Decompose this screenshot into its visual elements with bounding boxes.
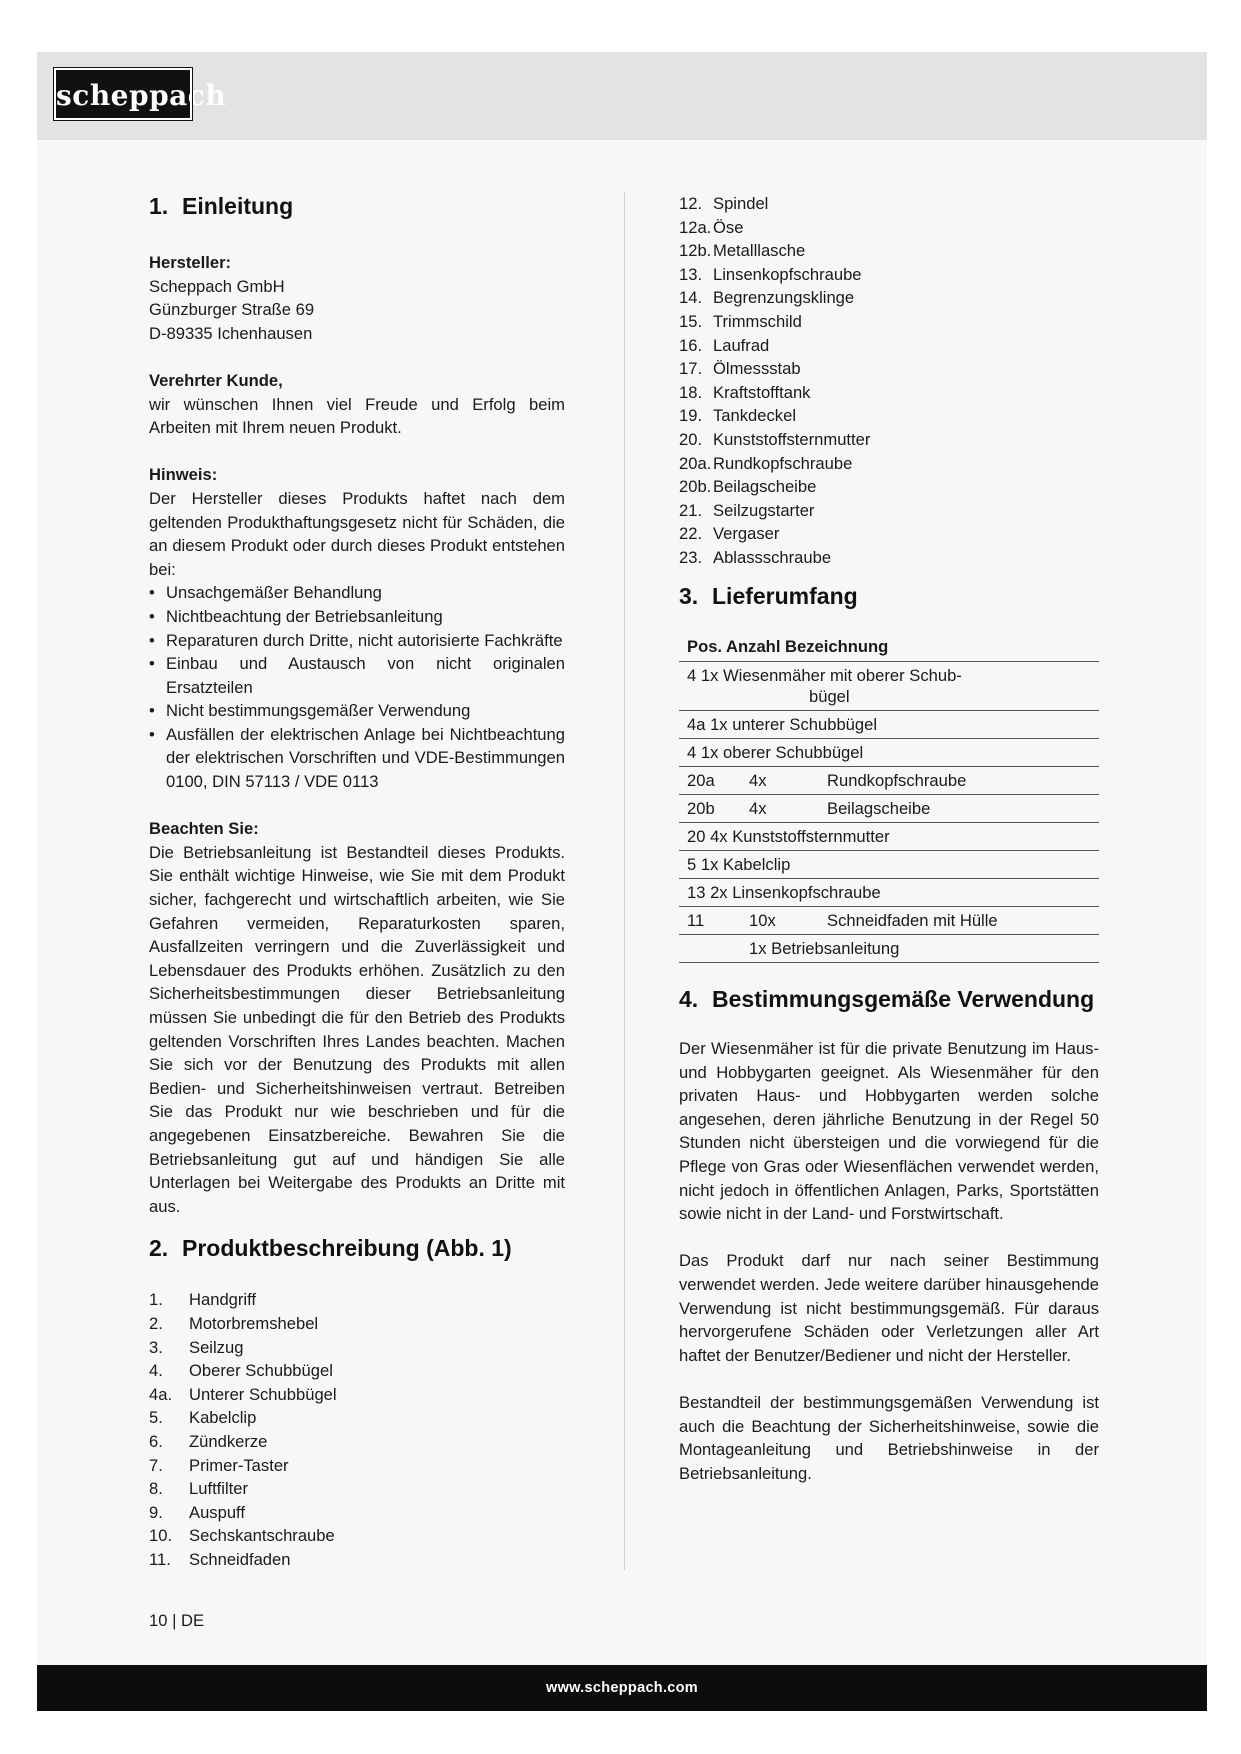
part-item [149, 1524, 565, 1548]
part-item [679, 522, 1099, 546]
table-cell-text: 5 1x Kabelclip [687, 855, 791, 875]
part-number: 1. [149, 1290, 163, 1310]
table-cell-text: 4 1x Wiesenmäher mit oberer Schub- [687, 666, 962, 686]
table-cell-text: 4 1x oberer Schubbügel [687, 743, 864, 763]
part-item [679, 404, 1099, 428]
part-label: Kabelclip [189, 1408, 257, 1428]
table-cell-pos: 20b [687, 799, 715, 819]
part-label: Luftfilter [189, 1479, 249, 1499]
part-label: Ablassschraube [713, 547, 832, 567]
part-item [679, 334, 1099, 358]
part-item [149, 1406, 565, 1430]
table-row [679, 767, 1099, 795]
part-label: Trimmschild [713, 311, 802, 331]
part-label: Metalllasche [713, 241, 806, 261]
usage-paragraph-1: Der Wiesenmäher ist für die private Benutzung im Haus- und Hobbygarten geeignet. Als Wiesenmäher für den privaten Haus- und Hobbygarten werden solche angesehen, deren jährliche Benutzung in der Regel 50 Stunden nicht übersteigen und die vorwiegend für die Pflege von Gras oder Wiesenflächen verwendet werden, nicht jedoch in öffentlichen Anlagen, Parks, Sportstätten sowie nicht in der Land- und Forstwirtschaft. [679, 1039, 1099, 1224]
part-label: Oberer Schubbügel [189, 1361, 333, 1381]
page-number: 10 | DE [149, 1611, 205, 1630]
left-column [149, 192, 565, 1571]
customer-text: wir wünschen Ihnen viel Freude und Erfolg beim Arbeiten mit Ihrem neuen Produkt. [149, 394, 565, 438]
part-number: 12a. [679, 217, 712, 237]
part-number: 15. [679, 311, 703, 331]
column-divider [624, 192, 625, 1570]
note-bullet-list [149, 581, 565, 793]
part-number: 20. [679, 429, 703, 449]
manufacturer-address [149, 275, 565, 346]
part-number: 10. [149, 1526, 173, 1546]
part-item [149, 1359, 565, 1383]
part-item [679, 428, 1099, 452]
part-number: 2. [149, 1313, 163, 1333]
part-item [679, 499, 1099, 523]
part-item [149, 1288, 565, 1312]
table-cell-pos: 20a [687, 771, 715, 791]
note-text: Der Hersteller dieses Produkts haftet nach dem geltenden Produkthaftungsgesetz nicht für Schäden, die an diesem Produkt oder durch dieses Produkt entstehen bei: [149, 488, 565, 579]
part-label: Spindel [713, 194, 769, 213]
part-label: Linsenkopfschraube [713, 264, 862, 284]
part-number: 20a. [679, 453, 712, 473]
list-item: • Nicht bestimmungsgemäßer Verwendung [149, 699, 565, 723]
manufacturer-label: Hersteller: [149, 253, 232, 272]
part-item [149, 1477, 565, 1501]
footer-url[interactable]: www.scheppach.com [37, 1665, 1207, 1711]
part-item [149, 1501, 565, 1525]
part-label: Kunststoffsternmutter [713, 429, 871, 449]
part-label: Laufrad [713, 335, 770, 355]
part-number: 4. [149, 1361, 163, 1381]
part-item [679, 310, 1099, 334]
part-item [149, 1336, 565, 1360]
table-row [679, 823, 1099, 851]
scope-of-delivery-table [679, 632, 1099, 964]
table-cell-text: 20 4x Kunststoffsternmutter [687, 827, 890, 847]
table-cell-qty: 4x [749, 799, 767, 819]
table-cell-text: 4a 1x unterer Schubbügel [687, 715, 878, 735]
part-item [679, 239, 1099, 263]
part-number: 8. [149, 1479, 163, 1499]
table-cell-name: Rundkopfschraube [827, 771, 967, 791]
part-item [679, 475, 1099, 499]
part-item [679, 452, 1099, 476]
part-label: Vergaser [713, 524, 780, 544]
part-number: 11. [149, 1549, 171, 1569]
part-item [679, 216, 1099, 240]
part-label: Kraftstofftank [713, 382, 811, 402]
part-number: 20b. [679, 477, 712, 497]
part-number: 17. [679, 359, 703, 379]
section-4-title: 4. Bestimmungsgemäße Verwendung [679, 986, 1095, 1013]
section-1-title: 1. Einleitung [149, 193, 294, 219]
table-row [679, 879, 1099, 907]
table-cell-name: Beilagscheibe [827, 799, 931, 819]
table-cell-text-cont: bügel [809, 687, 850, 707]
note-label: Hinweis: [149, 465, 218, 485]
part-number: 21. [679, 500, 703, 520]
parts-list-left [149, 1288, 565, 1571]
table-cell-qty: 1x Betriebsanleitung [749, 939, 900, 959]
table-cell-text: 13 2x Linsenkopfschraube [687, 883, 881, 903]
table-row [679, 739, 1099, 767]
part-label: Tankdeckel [713, 406, 797, 426]
part-number: 12b. [679, 241, 712, 261]
part-item [149, 1430, 565, 1454]
part-item [149, 1312, 565, 1336]
part-label: Sechskantschraube [189, 1526, 335, 1546]
list-item: • Ausfällen der elektrischen Anlage bei Nichtbeachtung der elektrischen Vorschriften und VDE-Bestimmungen 0100, DIN 57113 / VDE 0113 [149, 723, 565, 794]
part-label: Seilzug [189, 1337, 244, 1357]
part-label: Beilagscheibe [713, 477, 817, 497]
table-cell-pos: 11 [687, 911, 705, 931]
attention-text: Die Betriebsanleitung ist Bestandteil dieses Produkts. Sie enthält wichtige Hinweise, wie Sie mit dem Produkt sicher, fachgerecht und wirtschaftlich arbeiten, wie Sie Gefahren vermeiden, Reparaturkosten sparen, Ausfallzeiten verringern und die Zuverlässigkeit und Lebensdauer des Produkts erhöhen. Zusätzlich zu den Sicherheitsbestimmungen dieser Betriebsanleitung müssen Sie unbedingt die für den Betrieb des Produkts geltenden Vorschriften Ihres Landes beachten. Machen Sie sich vor der Benutzung des Produkts mit allen Bedien- und Sicherheitshinweisen vertraut. Betreiben Sie das Produkt nur wie beschrieben und für die angegebenen Einsatzbereiche. Bewahren Sie die Betriebsanleitung gut auf und händigen Sie alle Unterlagen bei Weitergabe des Produkts an Dritte mit aus. [149, 842, 565, 1216]
part-label: Unterer Schubbügel [189, 1384, 337, 1404]
table-cell-name: Schneidfaden mit Hülle [827, 911, 998, 931]
part-item [679, 381, 1099, 405]
part-number: 14. [679, 288, 703, 308]
scheppach-logo: scheppach [54, 68, 192, 120]
part-number: 16. [679, 335, 703, 355]
parts-list-right [679, 192, 1099, 570]
list-item: • Reparaturen durch Dritte, nicht autorisierte Fachkräfte [149, 629, 565, 653]
table-cell-pos [687, 938, 749, 959]
table-row [679, 662, 1099, 711]
part-item [149, 1383, 565, 1407]
part-label: Primer-Taster [189, 1455, 289, 1475]
usage-paragraph-2: Das Produkt darf nur nach seiner Bestimmung verwendet werden. Jede weitere darüber hinausgehende Verwendung ist nicht bestimmungsgemäß. Für daraus hervorgerufene Schäden oder Verletzungen aller Art haftet der Benutzer/Bediener und nicht der Hersteller. [679, 1251, 1099, 1365]
attention-label: Beachten Sie: [149, 819, 259, 839]
list-item: • Einbau und Austausch von nicht originalen Ersatzteilen [149, 652, 565, 699]
part-number: 13. [679, 264, 703, 284]
manufacturer-line: Scheppach GmbH [149, 276, 285, 296]
part-number: 9. [149, 1502, 163, 1522]
section-3-title: 3. Lieferumfang [679, 582, 858, 609]
part-label: Motorbremshebel [189, 1313, 319, 1333]
manufacturer-line: Günzburger Straße 69 [149, 300, 315, 320]
part-label: Handgriff [189, 1290, 257, 1310]
part-number: 12. [679, 194, 703, 213]
part-label: Schneidfaden [189, 1549, 291, 1569]
part-label: Zündkerze [189, 1431, 268, 1451]
part-item [679, 286, 1099, 310]
part-label: Ölmessstab [713, 359, 801, 379]
section-2-title: 2. Produktbeschreibung (Abb. 1) [149, 1235, 512, 1262]
part-number: 5. [149, 1408, 163, 1428]
part-number: 19. [679, 406, 703, 426]
part-item [679, 546, 1099, 570]
part-label: Begrenzungsklinge [713, 288, 855, 308]
part-item [149, 1548, 565, 1572]
table-row [679, 851, 1099, 879]
part-item [679, 192, 1099, 216]
part-item [149, 1454, 565, 1478]
part-number: 23. [679, 547, 703, 567]
part-number: 3. [149, 1337, 163, 1357]
table-row [679, 795, 1099, 823]
table-header: Pos. Anzahl Bezeichnung [679, 632, 1099, 662]
usage-paragraph-3: Bestandteil der bestimmungsgemäßen Verwendung ist auch die Beachtung der Sicherheitshinweise, sowie die Montageanleitung und Betriebshinweise in der Betriebsanleitung. [679, 1393, 1099, 1483]
table-cell-qty: 10x [749, 911, 776, 931]
right-column [679, 192, 1099, 1485]
customer-label: Verehrter Kunde, [149, 370, 283, 390]
table-cell-qty: 4x [749, 771, 767, 791]
part-label: Rundkopfschraube [713, 453, 853, 473]
part-item [679, 357, 1099, 381]
part-label: Öse [713, 217, 744, 237]
part-number: 4a. [149, 1384, 173, 1404]
list-item: • Unsachgemäßer Behandlung [149, 581, 565, 605]
part-number: 18. [679, 382, 703, 402]
table-row [679, 935, 1099, 963]
part-item [679, 263, 1099, 287]
list-item: • Nichtbeachtung der Betriebsanleitung [149, 605, 565, 629]
part-number: 7. [149, 1455, 163, 1475]
part-label: Auspuff [189, 1502, 245, 1522]
manufacturer-line: D-89335 Ichenhausen [149, 323, 313, 343]
table-row [679, 907, 1099, 935]
table-row [679, 711, 1099, 739]
part-number: 6. [149, 1431, 163, 1451]
part-label: Seilzugstarter [713, 500, 815, 520]
part-number: 22. [679, 524, 703, 544]
